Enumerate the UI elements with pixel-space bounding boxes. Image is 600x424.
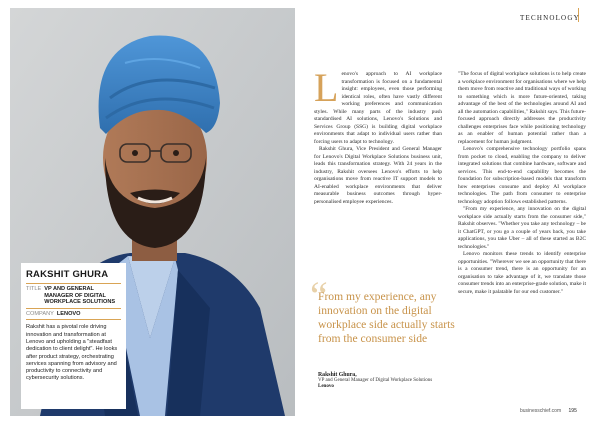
profile-company-row: [21, 309, 126, 320]
footer-site: businesschief.com: [520, 408, 562, 414]
article-column-1: [314, 65, 442, 206]
page-number: 195: [568, 408, 577, 414]
profile-card: [21, 263, 126, 409]
article-paragraph: Lenovo monitors these trends to identify enterprise opportunities. "Wherever we see an opportunity that there is a consumer trend, there is an opportunity for an organisation to take advantage of it, we translate those consumer trends into an enterprise-grade solution, make it secure, make it palatable for our end customer.": [458, 251, 586, 295]
profile-title-row: [21, 284, 126, 308]
drop-cap: L: [314, 65, 339, 110]
pull-quote-text: From my experience, any innovation on the digital workplace side actually starts from the consumer side: [318, 290, 455, 345]
article-paragraph: "The focus of digital workplace solutions is to help create a workplace environment for organisations where we help them move from reactive and traditional ways of working to something which is more future-oriented, taking advantage of the best of the technologies around AI and all the automation capabilities," Rakshit says. This future-focused approach directly addresses the productivity challenges enterprises face while positioning technology as an enabler of human potential rather than a replacement for human judgment.: [458, 71, 586, 145]
article-paragraph: "From my experience, any innovation on the digital workplace side actually starts from the consumer side," Rakshit observes. "Whether you take any technology – be it ChatGPT, or you go a couple of years back, you take applications, you take Uber – all of these started as B2C technologies.": [458, 206, 586, 250]
profile-company-label: COMPANY: [26, 310, 54, 317]
article-paragraph: Lenovo's comprehensive technology portfolio spans from pocket to cloud, enabling the company to deliver integrated solutions that combine hardware, software and services. This end-to-end capability becomes the foundation for subscription-based models that transform how enterprises consume and deploy AI workplace technologies. The path from consumer to enterprise technology adoption follows established patterns.: [458, 146, 586, 205]
profile-title-value: VP AND GENERAL MANAGER OF DIGITAL WORKPLACE SOLUTIONS: [44, 286, 116, 306]
page-footer: [520, 408, 577, 414]
article-column-2: [458, 71, 586, 296]
profile-title-label: TITLE: [26, 286, 42, 292]
quote-mark-icon: “: [310, 273, 328, 318]
article-text: enovo's approach to AI workplace transformation is focused on a fundamental insight: employees, even those performing identical roles, often have vastly different working preferences and communication styles. While many parts of the industry push standardised AI solutions, Lenovo's Solutions and Services Group (SSG) is building digital workplace environments that adapt to individual users rather than forcing users to adapt to technology.: [314, 71, 442, 145]
article-paragraph: [314, 65, 442, 146]
article-paragraph: Rakshit Ghura, Vice President and General Manager for Lenovo's Digital Workplace Solutions business unit, leads this transformation strategy. With 24 years in the industry, Rakshit oversees Lenovo's efforts to help organisations move from reactive IT support models to AI-enabled workplace environments that deliver measurable business outcomes through hyper-personalised employee experiences.: [314, 146, 442, 205]
pull-quote: [310, 273, 458, 346]
attribution-company: Lenovo: [318, 384, 334, 389]
profile-name: RAKSHIT GHURA: [21, 263, 126, 283]
attribution-name: Rakshit Ghura,: [318, 372, 357, 378]
profile-company-value: LENOVO: [56, 310, 81, 317]
profile-description: Rakshit has a pivotal role driving innovation and transformation at Lenovo and upholding a "steadfast dedication to client delight". He looks after product strategy, orchestrating services spanning from advisory and productivity to connectivity and cybersecurity solutions.: [26, 324, 118, 382]
quote-attribution: [318, 372, 438, 389]
attribution-title: VP and General Manager of Digital Workplace Solutions: [318, 378, 433, 383]
section-label: TECHNOLOGY: [520, 14, 580, 22]
